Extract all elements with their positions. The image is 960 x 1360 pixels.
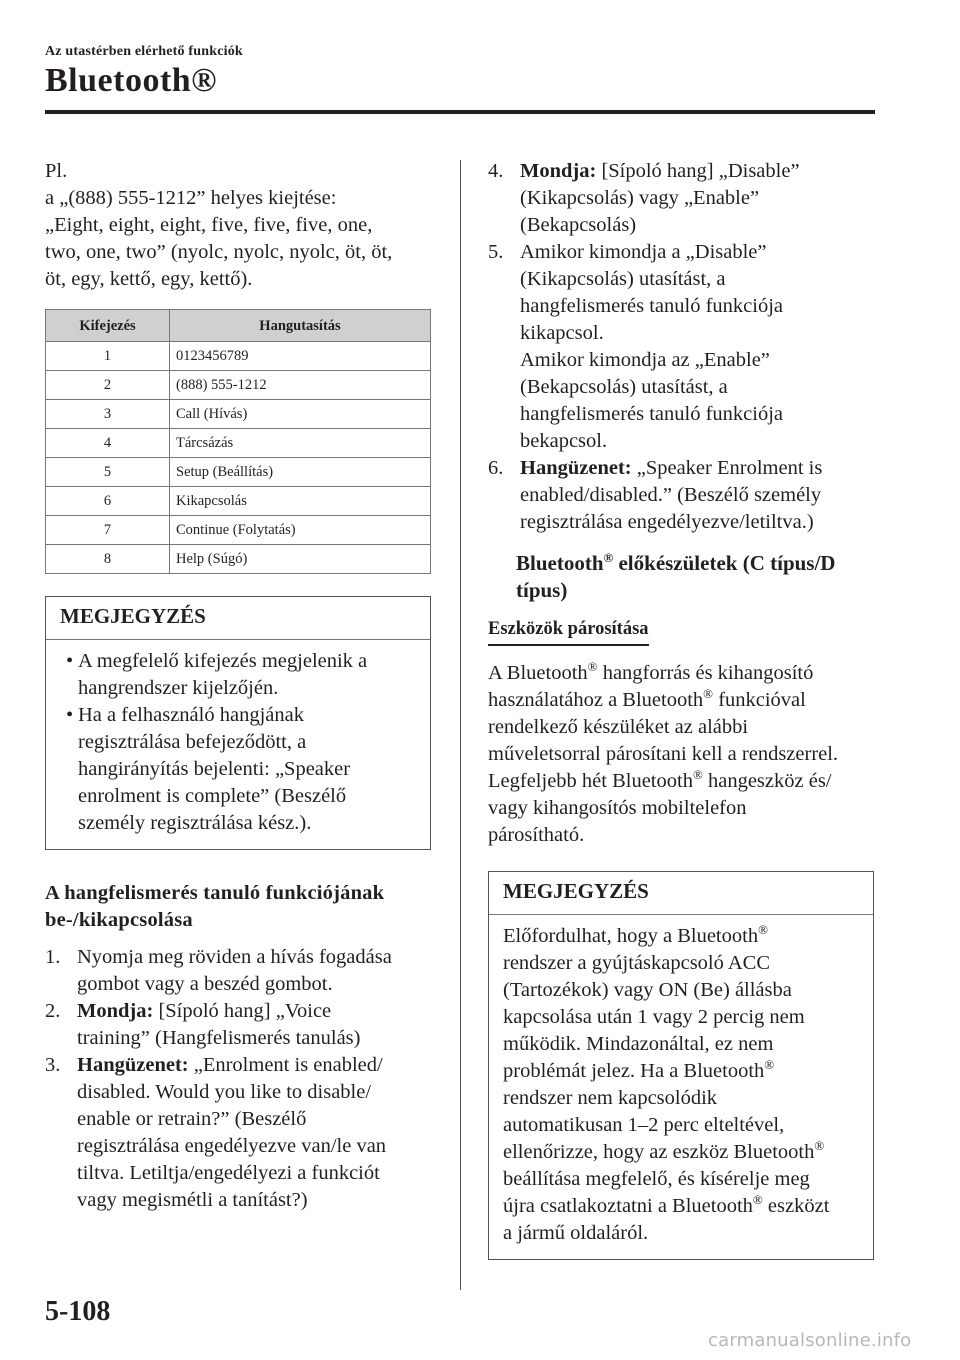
- text-line: (Bekapcsolás) utasítást, a: [520, 376, 728, 398]
- text-line: (Bekapcsolás): [520, 214, 637, 236]
- list-item: [60, 702, 416, 837]
- column-header-phrase: Kifejezés: [46, 310, 170, 342]
- text-line: enrolment is complete” (Beszélő: [78, 785, 347, 807]
- table-row: [46, 516, 431, 545]
- step-number: 5.: [488, 241, 504, 263]
- step-item: [45, 944, 435, 998]
- text-line: be-/kikapcsolása: [45, 909, 193, 931]
- text-line: tiltva. Letiltja/engedélyezi a funkciót: [77, 1162, 380, 1184]
- step-list: [45, 944, 435, 1214]
- text-line: two, one, two” (nyolc, nyolc, nyolc, öt, öt,: [45, 241, 393, 263]
- text-line: A megfelelő kifejezés megjelenik a: [78, 650, 368, 672]
- table-row: [46, 342, 431, 371]
- table-row: [46, 487, 431, 516]
- table-row: [46, 458, 431, 487]
- table-cell: 1: [46, 342, 170, 371]
- registered-mark: ®: [814, 1138, 825, 1154]
- text-line: (Kikapcsolás) utasítást, a: [520, 268, 726, 290]
- text-line: személy regisztrálása kész.).: [78, 812, 312, 834]
- note-title: MEGJEGYZÉS: [46, 597, 430, 640]
- table-cell: Tárcsázás: [170, 429, 431, 458]
- column-header-command: Hangutasítás: [170, 310, 431, 342]
- step-number: 3.: [45, 1054, 61, 1076]
- text-line: hangfelismerés tanuló funkciója: [520, 295, 783, 317]
- step-number: 1.: [45, 946, 61, 968]
- registered-mark: ®: [764, 1057, 775, 1073]
- left-column: [45, 158, 435, 1214]
- registered-mark: ®: [603, 550, 614, 565]
- table-cell: 2: [46, 371, 170, 400]
- text-line: műveletsorral párosítani kell a rendszerrel.: [488, 743, 839, 765]
- example-paragraph: [45, 158, 435, 293]
- text-line: bekapcsol.: [520, 430, 608, 452]
- text-line: használatához a Bluetooth: [488, 689, 704, 711]
- heading-text: típus): [516, 578, 568, 602]
- text-line: párosítható.: [488, 824, 585, 846]
- step-item: [488, 239, 878, 455]
- text-line: a jármű oldaláról.: [503, 1222, 649, 1244]
- text-line: újra csatlakoztatni a Bluetooth: [503, 1195, 753, 1217]
- table-cell: 5: [46, 458, 170, 487]
- text-line: rendszer a gyújtáskapcsoló ACC: [503, 952, 771, 974]
- table-cell: 6: [46, 487, 170, 516]
- text-line: (Tartozékok) vagy ON (Be) állásba: [503, 979, 792, 1001]
- table-cell: 8: [46, 545, 170, 574]
- text-line: kikapcsol.: [520, 322, 604, 344]
- heading-text: előkészületek (C típus/D: [613, 551, 836, 575]
- table-row: [46, 371, 431, 400]
- step-number: 6.: [488, 457, 504, 479]
- subsection-tab: Eszközök párosítása: [488, 616, 649, 646]
- table-row: [46, 545, 431, 574]
- text-line: training” (Hangfelismerés tanulás): [77, 1027, 361, 1049]
- text-line: (Kikapcsolás) vagy „Enable”: [520, 187, 760, 209]
- text-line: Nyomja meg röviden a hívás fogadása: [77, 946, 392, 968]
- text-line: beállítása megfelelő, és kísérelje meg: [503, 1168, 810, 1190]
- text-line: A Bluetooth: [488, 662, 588, 684]
- registered-mark: ®: [587, 659, 598, 675]
- heading-text: Bluetooth: [516, 551, 604, 575]
- table-cell: Kikapcsolás: [170, 487, 431, 516]
- text-line: hangirányítás bejelenti: „Speaker: [78, 758, 351, 780]
- text-line: Pl.: [45, 160, 68, 182]
- step-keyword: Hangüzenet:: [520, 457, 632, 479]
- registered-mark: ®: [758, 922, 768, 938]
- step-item: [488, 455, 878, 536]
- table-cell: (888) 555-1212: [170, 371, 431, 400]
- text-line: vagy megismétli a tanítást?): [77, 1189, 308, 1211]
- table-row: [46, 400, 431, 429]
- text-line: kapcsolása után 1 vagy 2 percig nem: [503, 1006, 805, 1028]
- column-divider: [460, 160, 461, 1290]
- note-body: [46, 640, 430, 849]
- text-line: működik. Mindazonáltal, ez nem: [503, 1033, 774, 1055]
- table-cell: 3: [46, 400, 170, 429]
- text-line: [Sípoló hang] „Disable”: [596, 160, 800, 182]
- text-line: Amikor kimondja az „Enable”: [520, 349, 770, 371]
- text-line: disabled. Would you like to disable/: [77, 1081, 372, 1103]
- table-cell: Help (Súgó): [170, 545, 431, 574]
- text-line: regisztrálása engedélyezve/letiltva.): [520, 511, 814, 533]
- text-line: hangfelismerés tanuló funkciója: [520, 403, 783, 425]
- step-keyword: Mondja:: [520, 160, 597, 182]
- text-line: eszközt: [762, 1195, 830, 1217]
- note-box: [45, 596, 431, 850]
- registered-mark: ®: [692, 767, 703, 783]
- step-keyword: Hangüzenet:: [77, 1054, 189, 1076]
- text-line: Előfordulhat, hogy a Bluetooth: [503, 925, 759, 947]
- watermark: carmanualsonline.info: [708, 1330, 912, 1351]
- text-line: hangforrás és kihangosító: [597, 662, 814, 684]
- header-rule: [45, 110, 875, 114]
- table-header-row: [46, 310, 431, 342]
- registered-mark: ®: [703, 686, 714, 702]
- text-line: Amikor kimondja a „Disable”: [520, 241, 767, 263]
- text-line: regisztrálása engedélyezve van/le van: [77, 1135, 387, 1157]
- text-line: rendszer nem kapcsolódik: [503, 1087, 718, 1109]
- text-line: automatikusan 1–2 perc elteltével,: [503, 1114, 785, 1136]
- step-item: [488, 158, 878, 239]
- table-row: [46, 429, 431, 458]
- text-line: „Enrolment is enabled/: [188, 1054, 383, 1076]
- table-cell: Setup (Beállítás): [170, 458, 431, 487]
- text-line: Legfeljebb hét Bluetooth: [488, 770, 693, 792]
- text-line: Ha a felhasználó hangjának: [78, 704, 304, 726]
- text-line: „Eight, eight, eight, five, five, five, one,: [45, 214, 373, 236]
- text-line: hangrendszer kijelzőjén.: [78, 677, 279, 699]
- bullet-icon: •: [66, 704, 74, 726]
- step-number: 4.: [488, 160, 504, 182]
- text-line: gombot vagy a beszéd gombot.: [77, 973, 333, 995]
- text-line: ellenőrizze, hogy az eszköz Bluetooth: [503, 1141, 815, 1163]
- page-title: Bluetooth®: [45, 62, 218, 99]
- registered-mark: ®: [752, 1192, 763, 1208]
- command-table: [45, 309, 431, 574]
- page-number: 5-108: [45, 1296, 111, 1327]
- note-box: [488, 871, 874, 1260]
- table-cell: 4: [46, 429, 170, 458]
- step-item: [45, 1052, 435, 1214]
- text-line: hangeszköz és/: [702, 770, 832, 792]
- list-item: [60, 648, 416, 702]
- table-cell: Continue (Folytatás): [170, 516, 431, 545]
- section-heading: [488, 550, 878, 604]
- text-line: vagy kihangosítós mobiltelefon: [488, 797, 747, 819]
- text-line: a „(888) 555-1212” helyes kiejtése:: [45, 187, 337, 209]
- text-line: öt, egy, kettő, egy, kettő).: [45, 268, 253, 290]
- text-line: A hangfelismerés tanuló funkciójának: [45, 882, 385, 904]
- text-line: enabled/disabled.” (Beszélő személy: [520, 484, 822, 506]
- pairing-paragraph: [488, 660, 878, 849]
- step-item: [45, 998, 435, 1052]
- note-title: MEGJEGYZÉS: [489, 872, 873, 915]
- step-number: 2.: [45, 1000, 61, 1022]
- text-line: regisztrálása befejeződött, a: [78, 731, 307, 753]
- note-body: [489, 915, 873, 1259]
- table-cell: 0123456789: [170, 342, 431, 371]
- table-cell: Call (Hívás): [170, 400, 431, 429]
- text-line: funkcióval: [713, 689, 806, 711]
- step-keyword: Mondja:: [77, 1000, 154, 1022]
- text-line: enable or retrain?” (Beszélő: [77, 1108, 307, 1130]
- text-line: „Speaker Enrolment is: [631, 457, 823, 479]
- text-line: problémát jelez. Ha a Bluetooth: [503, 1060, 765, 1082]
- bullet-icon: •: [66, 650, 74, 672]
- section-label: Az utastérben elérhető funkciók: [45, 44, 243, 59]
- right-column: [488, 158, 878, 1260]
- table-cell: 7: [46, 516, 170, 545]
- text-line: rendelkező készüléket az alábbi: [488, 716, 749, 738]
- step-list: [488, 158, 878, 536]
- text-line: [Sípoló hang] „Voice: [153, 1000, 332, 1022]
- subheading: [45, 880, 435, 934]
